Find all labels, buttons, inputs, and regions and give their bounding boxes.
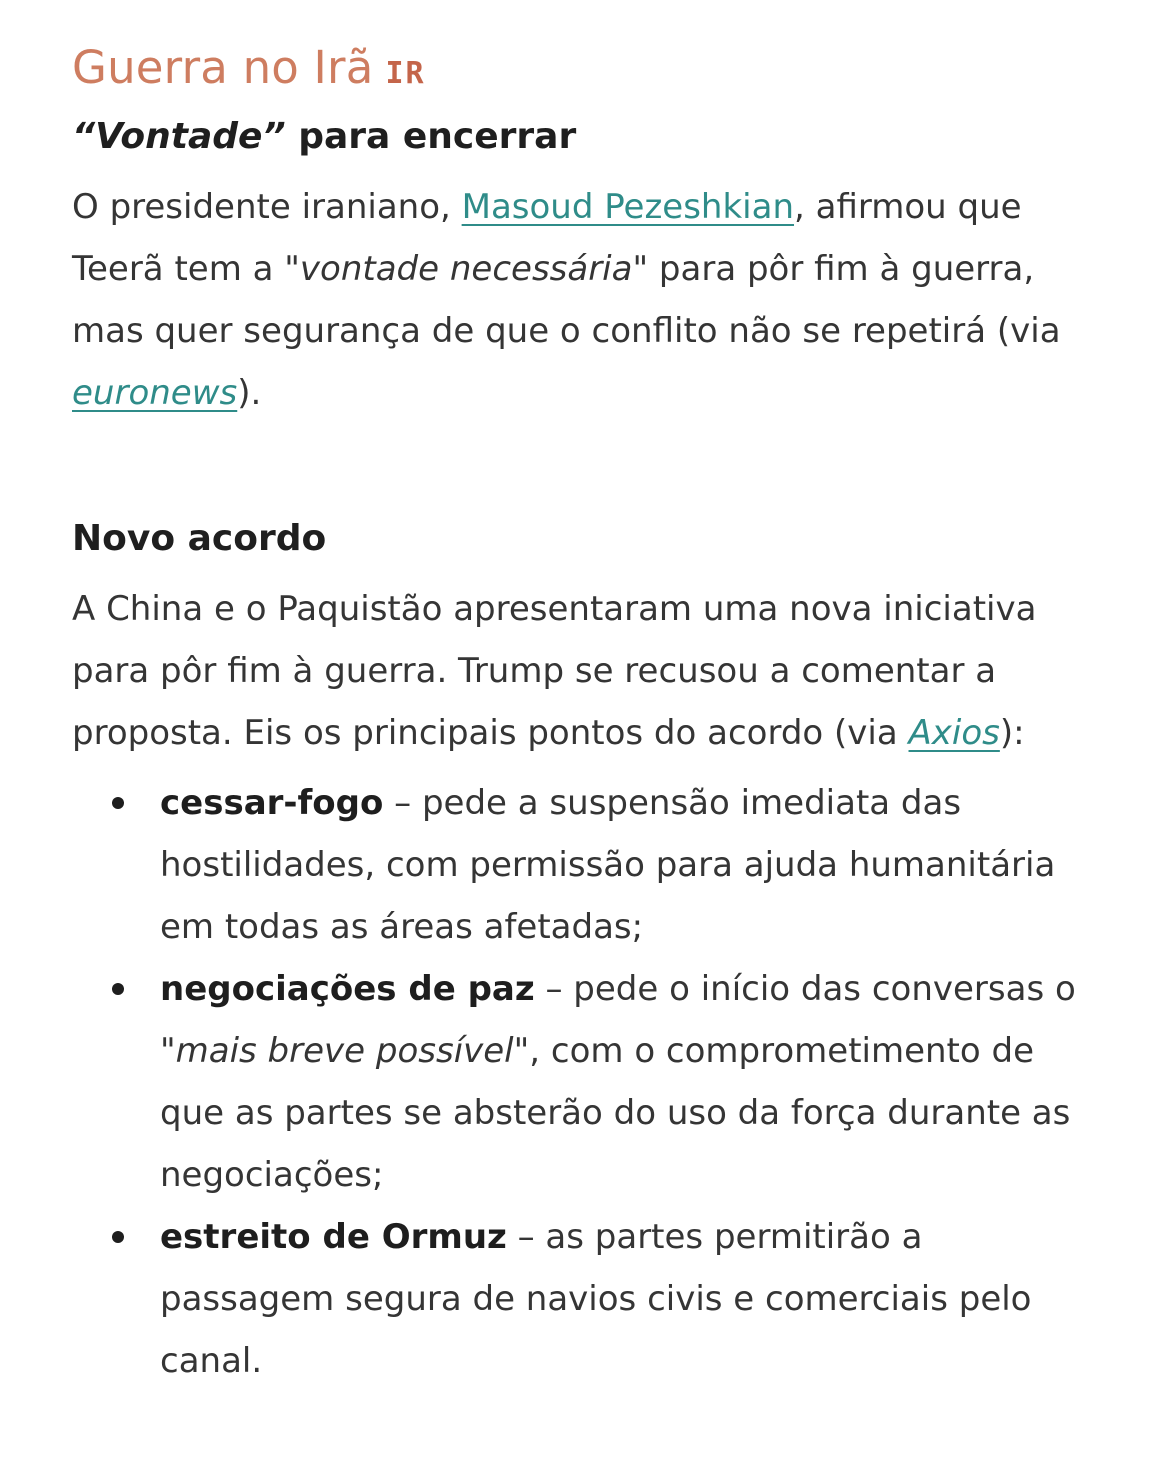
paragraph-novo-acordo xyxy=(72,578,1095,764)
paragraph-text: ). xyxy=(237,373,262,413)
story-heading-novo-acordo: Novo acordo xyxy=(72,518,327,559)
story-heading-vontade xyxy=(72,114,1095,160)
list-item-negociacoes-de-paz xyxy=(72,958,1095,1206)
list-item-text: , com o comprometimento de que as partes se absterão do uso da força durante as negociações; xyxy=(160,1031,1071,1195)
story-heading-quoted-part: “Vontade” xyxy=(72,116,286,157)
bullet-icon xyxy=(112,983,124,995)
bullet-icon xyxy=(112,797,124,809)
list-item-cessar-fogo xyxy=(72,772,1095,958)
paragraph-text: ): xyxy=(999,713,1025,753)
list-item-lead: estreito de Ormuz xyxy=(160,1217,507,1257)
list-item-lead: negociações de paz xyxy=(160,969,535,1009)
list-item-estreito-de-ormuz xyxy=(72,1206,1095,1392)
paragraph-text: A China e o Paquistão apresentaram uma nova iniciativa para pôr fim à guerra. Trump se recusou a comentar a proposta. Eis os principais pontos do acordo (via xyxy=(72,589,1037,753)
story-heading-rest: para encerrar xyxy=(285,116,577,157)
list-item-text: – pede o início das conversas o xyxy=(534,969,1076,1009)
section-title xyxy=(72,42,1095,100)
paragraph-text: para pôr fim à guerra, mas quer segurança de que o conflito não se repetirá (via xyxy=(72,249,1061,351)
paragraph-text: , afirmou que Teerã tem a xyxy=(72,187,1022,289)
quoted-phrase: "vontade necessária" xyxy=(284,249,649,289)
list-item-lead: cessar-fogo xyxy=(160,783,384,823)
list-item-text: – pede a suspensão imediata das hostilidades, com permissão para ajuda humanitária em todas as áreas afetadas; xyxy=(160,783,1056,947)
newsletter-section-guerra-no-ira xyxy=(72,42,1095,1392)
link-axios[interactable]: Axios xyxy=(908,713,1000,753)
link-masoud-pezeshkian[interactable]: Masoud Pezeshkian xyxy=(461,187,795,227)
paragraph-text: O presidente iraniano, xyxy=(72,187,462,227)
list-item-text: – as partes permitirão a passagem segura de navios civis e comerciais pelo canal. xyxy=(160,1217,1032,1381)
iran-flag-emoji-fallback: IR xyxy=(385,56,426,91)
accord-points-list xyxy=(72,772,1095,1392)
paragraph-pezeshkian xyxy=(72,176,1095,424)
quoted-phrase: "mais breve possível" xyxy=(160,1031,530,1071)
bullet-icon xyxy=(112,1231,124,1243)
section-title-text: Guerra no Irã xyxy=(72,41,374,94)
link-euronews[interactable]: euronews xyxy=(72,373,238,413)
